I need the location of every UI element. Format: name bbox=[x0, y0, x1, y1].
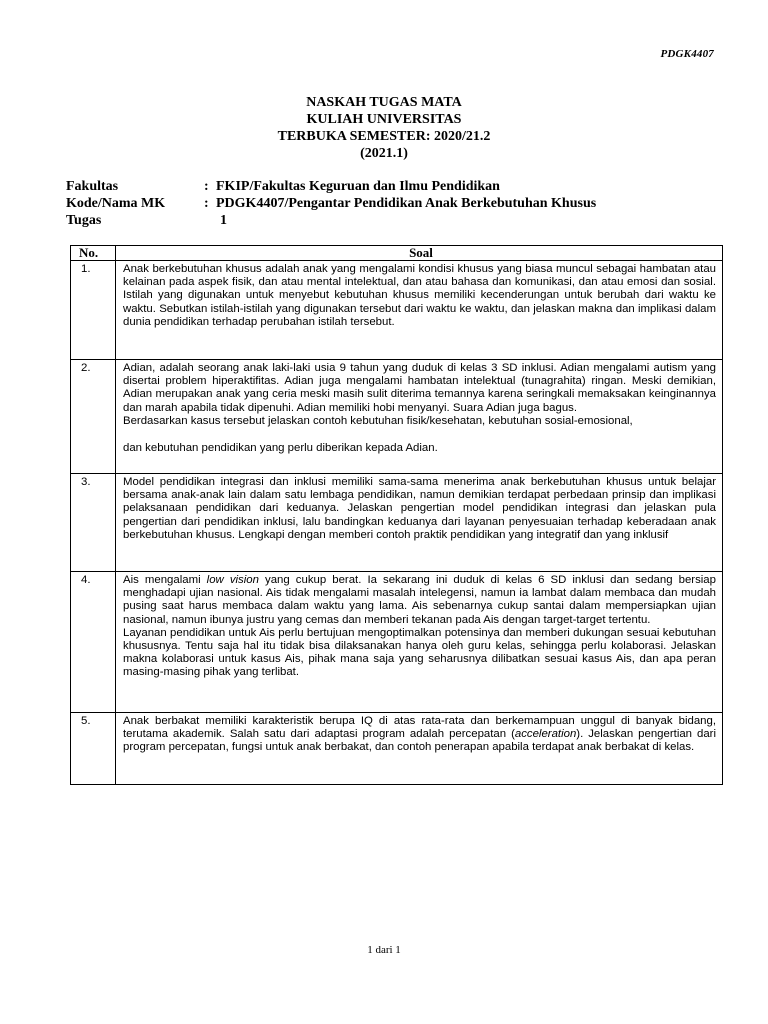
question-text bbox=[116, 360, 723, 474]
question-paragraph: Model pendidikan integrasi dan inklusi memiliki sama-sama menerima anak berkebutuhan khusus untuk belajar bersama anak-anak lain dalam satu lembaga pendidikan, namun demikian terdapat perbedaan prinsip dan implikasi pelaksanaan pendidikan dari keduanya. Jelaskan pengertian model pendidikan integrasi dan jelaskan pula pengertian dari pendidikan inklusi, lalu bandingkan keduanya dari layanan penyesuaian terhadap keberadaan anak berkebutuhan khusus. Lengkapi dengan memberi contoh praktik pendidikan yang integratif dan yang inklusif bbox=[123, 476, 716, 541]
title-line: (2021.1) bbox=[360, 146, 408, 161]
meta-row-fakultas bbox=[66, 178, 596, 195]
title-line: NASKAH TUGAS MATA bbox=[306, 95, 462, 110]
question-paragraph bbox=[123, 574, 716, 627]
page-number: 1 dari 1 bbox=[367, 944, 401, 956]
text-run: Anak berbakat memiliki karakteristik berupa IQ di atas rata-rata dan berkemampuan unggul di banyak bidang, terutama akademik. Salah satu dari adaptasi program adalah percepatan ( bbox=[123, 715, 716, 741]
text-run: ). Jelaskan pengertian dari program percepatan, fungsi untuk anak berbakat, dan contoh penerapan apabila terdapat anak berbakat di kelas. bbox=[123, 728, 716, 754]
question-paragraph: Adian, adalah seorang anak laki-laki usia 9 tahun yang duduk di kelas 3 SD inklusi. Adian mengalami autism yang disertai problem hiperaktifitas. Adian juga mengalami hambatan intelektual (tunagrahita) ringan. Meski demikian, Adian merupakan anak yang ceria meski masih sulit diterima temannya karena seringkali memaksakan keinginannya dan marah apabila tidak dipenuhi. Adian memiliki hobi menyanyi. Suara Adian juga bagus. bbox=[123, 362, 716, 414]
question-number: 1. bbox=[71, 261, 116, 360]
question-paragraph bbox=[123, 715, 716, 755]
document-code: PDGK4407 bbox=[660, 48, 714, 60]
question-paragraph: Layanan pendidikan untuk Ais perlu bertujuan mengoptimalkan potensinya dan memberi dukungan sesuai kebutuhan khususnya. Tentu saja hal itu tidak bisa dilaksanakan hanya oleh guru kelas, sehingga perlu kolaborasi. Jelaskan makna kolaborasi untuk kasus Ais, pihak mana saja yang seharusnya dilibatkan sesuai kasus Ais, dan apa peran masing-masing pihak yang terlibat. bbox=[123, 626, 716, 679]
table-row bbox=[71, 713, 723, 785]
table-row bbox=[71, 261, 723, 360]
question-text bbox=[116, 474, 723, 572]
table-header-row bbox=[71, 246, 723, 261]
table-row bbox=[71, 360, 723, 474]
meta-separator bbox=[204, 212, 216, 229]
meta-row-kode-nama-mk bbox=[66, 195, 596, 212]
question-paragraph: dan kebutuhan pendidikan yang perlu diberikan kepada Adian. bbox=[123, 442, 438, 455]
question-number: 4. bbox=[71, 572, 116, 713]
meta-label: Kode/Nama MK bbox=[66, 196, 166, 211]
meta-value: 1 bbox=[220, 213, 227, 228]
question-paragraph: Berdasarkan kasus tersebut jelaskan contoh kebutuhan fisik/kesehatan, kebutuhan sosial-emosional, bbox=[123, 414, 633, 427]
column-header-no: No. bbox=[71, 246, 116, 261]
question-number: 2. bbox=[71, 360, 116, 474]
title-line: KULIAH UNIVERSITAS bbox=[306, 112, 462, 127]
meta-value: FKIP/Fakultas Keguruan dan Ilmu Pendidikan bbox=[216, 179, 500, 194]
table-row bbox=[71, 474, 723, 572]
question-number: 5. bbox=[71, 713, 116, 785]
question-text bbox=[116, 713, 723, 785]
table-row bbox=[71, 572, 723, 713]
emphasis-text: acceleration bbox=[514, 728, 577, 741]
emphasis-text: low vision bbox=[206, 574, 259, 586]
meta-row-tugas bbox=[66, 212, 596, 229]
question-text bbox=[116, 261, 723, 360]
document-title bbox=[0, 94, 768, 162]
question-number: 3. bbox=[71, 474, 116, 572]
question-table bbox=[70, 245, 723, 785]
meta-separator: : bbox=[204, 196, 209, 211]
text-run: yang cukup berat. Ia sekarang ini duduk di kelas 6 SD inklusi dan sedang bersiap menghadapi ujian nasional. Ais tidak mengalami masalah intelegensi, namun ia lambat dalam membaca dan mudah pusing saat harus membaca dalam waktu yang lama. Ais sebenarnya cukup santai dalam mempersiapkan ujian nasional, namun ibunya justru yang cemas dan memberi tekanan pada Ais dengan target-target tertentu. bbox=[123, 574, 716, 626]
title-line: TERBUKA SEMESTER: 2020/21.2 bbox=[277, 129, 491, 144]
meta-label: Fakultas bbox=[66, 179, 119, 194]
meta-label: Tugas bbox=[66, 213, 102, 228]
column-header-soal: Soal bbox=[116, 246, 723, 261]
question-paragraph: Anak berkebutuhan khusus adalah anak yang mengalami kondisi khusus yang biasa muncul sebagai hambatan atau kelainan pada aspek fisik, dan atau mental intelektual, dan atau bahasa dan komunikasi, dan atau emosi dan sosial. Istilah yang digunakan untuk menyebut kebutuhan khusus memiliki kecenderungan untuk berubah dari waktu ke waktu. Sebutkan istilah-istilah yang digunakan tersebut dari waktu ke waktu, dan jelaskan makna dan implikasi dalam dunia pendidikan terhadap perubahan istilah tersebut. bbox=[123, 263, 716, 328]
question-text bbox=[116, 572, 723, 713]
meta-separator: : bbox=[204, 179, 209, 194]
text-run: Ais mengalami bbox=[123, 574, 207, 586]
course-info bbox=[66, 178, 596, 229]
meta-value: PDGK4407/Pengantar Pendidikan Anak Berkebutuhan Khusus bbox=[216, 196, 597, 211]
